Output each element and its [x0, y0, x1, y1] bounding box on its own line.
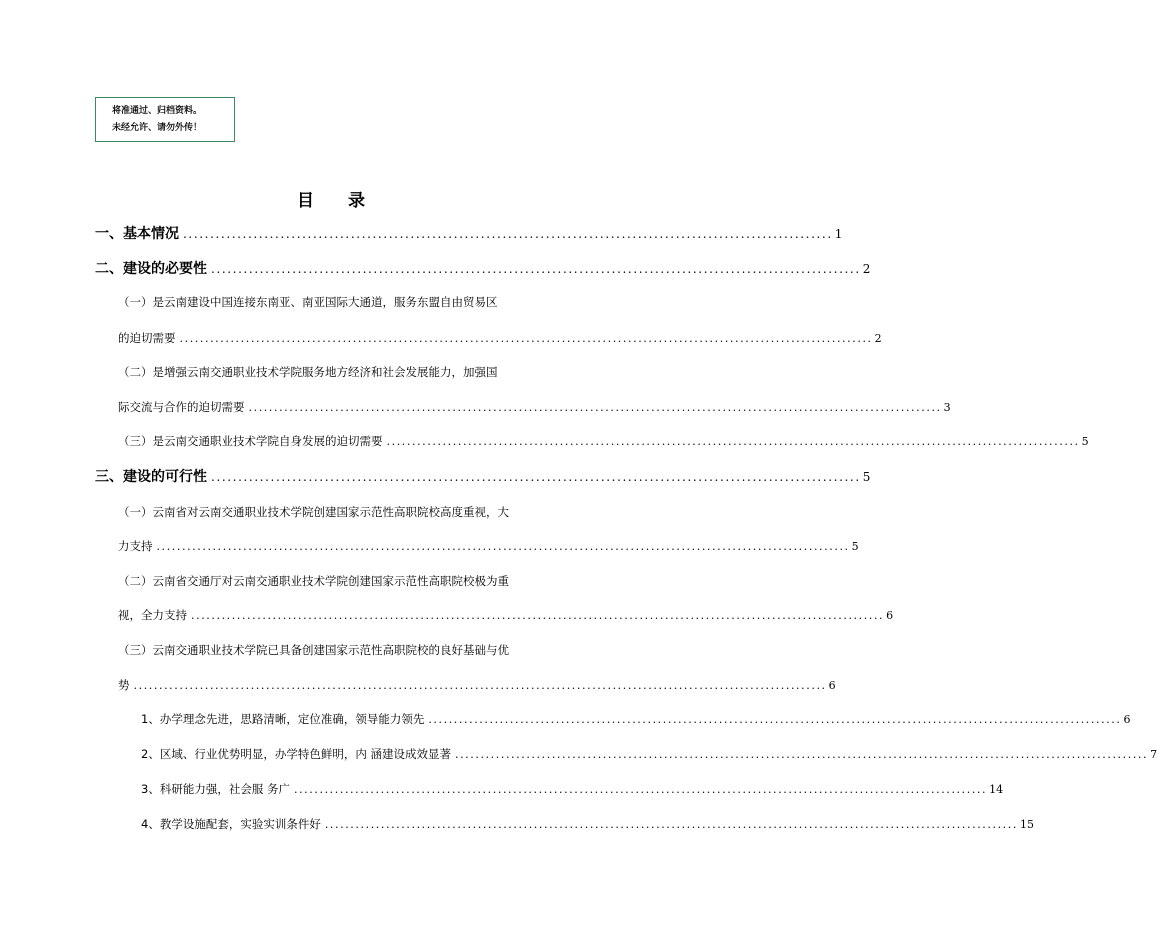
toc-page-number: 2: [874, 332, 882, 345]
toc-entry-text: 一、基本情况: [95, 226, 179, 242]
toc-entry[interactable]: [141, 709, 1131, 729]
toc-entry-text-line1[interactable]: （一）是云南建设中国连接东南亚、南亚国际大通道，服务东盟自由贸易区: [118, 295, 498, 309]
toc-entry-text: （三）是云南交通职业技术学院自身发展的迫切需要: [118, 434, 383, 448]
toc-entry-text-line1[interactable]: （二）云南省交通厅对云南交通职业技术学院创建国家示范性高职院校极为重: [118, 574, 509, 588]
toc-leader-dots: ........................................................................................................................: [211, 470, 861, 484]
toc-leader-dots: ........................................................................................................................................: [156, 540, 850, 553]
toc-page-number: 14: [989, 783, 1004, 796]
toc-page-number: 1: [834, 227, 843, 241]
toc-entry[interactable]: [95, 259, 871, 279]
toc-entry[interactable]: [118, 397, 951, 417]
toc-page-number: 6: [886, 609, 894, 622]
toc-page-number: 6: [828, 679, 836, 692]
toc-leader-dots: ........................................................................................................................................: [428, 713, 1122, 726]
toc-entry-text: 1、办学理念先进，思路清晰，定位准确，领导能力领先: [141, 712, 425, 726]
toc-entry-text-line1[interactable]: （二）是增强云南交通职业技术学院服务地方经济和社会发展能力，加强国: [118, 365, 498, 379]
toc-entry[interactable]: [118, 431, 1089, 451]
toc-page-number: 5: [851, 540, 859, 553]
toc-title: 目录: [297, 191, 399, 211]
toc-page-number: 6: [1123, 713, 1131, 726]
toc-entry-text-line2: 力支持: [118, 539, 153, 553]
toc-page-number: 3: [943, 401, 951, 414]
toc-entry-text: 二、建设的必要性: [95, 261, 207, 277]
toc-entry-text-line2: 视，全力支持: [118, 608, 187, 622]
toc-leader-dots: ........................................................................................................................................: [179, 332, 873, 345]
confidentiality-notice-box: [95, 97, 235, 142]
toc-entry[interactable]: [95, 467, 871, 487]
toc-leader-dots: ........................................................................................................................................: [293, 783, 988, 796]
toc-entry-text: 4、教学设施配套，实验实训条件好: [141, 817, 321, 831]
toc-page-number: 5: [862, 470, 871, 484]
toc-entry[interactable]: [141, 779, 1004, 799]
toc-entry[interactable]: [118, 605, 894, 625]
toc-entry-text: 2、区域、行业优势明显，办学特色鲜明，内 涵建设成效显著: [141, 747, 451, 761]
toc-entry-text: 三、建设的可行性: [95, 469, 207, 485]
toc-leader-dots: ........................................................................................................................................: [386, 435, 1080, 448]
toc-entry[interactable]: [141, 814, 1034, 834]
toc-entry-text-line2: 势: [118, 678, 130, 692]
toc-leader-dots: ........................................................................................................................................: [454, 748, 1149, 761]
toc-page-number: 5: [1081, 435, 1089, 448]
toc-leader-dots: ........................................................................................................................: [211, 262, 861, 276]
toc-entry-text-line2: 的迫切需要: [118, 331, 176, 345]
toc-entry[interactable]: [141, 744, 1157, 764]
toc-entry-text: 3、科研能力强，社会服 务广: [141, 782, 290, 796]
toc-leader-dots: ........................................................................................................................................: [133, 679, 827, 692]
toc-entry-text-line2: 际交流与合作的迫切需要: [118, 400, 245, 414]
notice-line-1: 将准通过、归档资料。: [112, 106, 203, 116]
notice-line-2: 未经允许、请勿外传！: [112, 123, 203, 133]
toc-leader-dots: ........................................................................................................................: [183, 227, 833, 241]
toc-leader-dots: ........................................................................................................................................: [324, 818, 1018, 831]
toc-entry[interactable]: [118, 536, 859, 556]
toc-page-number: 2: [862, 262, 871, 276]
toc-entry-text-line1[interactable]: （一）云南省对云南交通职业技术学院创建国家示范性高职院校高度重视，大: [118, 505, 509, 519]
toc-leader-dots: ........................................................................................................................................: [191, 609, 885, 622]
toc-entry-text-line1[interactable]: （三）云南交通职业技术学院已具备创建国家示范性高职院校的良好基础与优: [118, 643, 509, 657]
toc-entry[interactable]: [95, 224, 843, 244]
toc-entry[interactable]: [118, 328, 882, 348]
toc-leader-dots: ........................................................................................................................................: [248, 401, 942, 414]
toc-entry[interactable]: [118, 675, 836, 695]
toc-page-number: 15: [1019, 818, 1034, 831]
toc-page-number: 7: [1150, 748, 1157, 761]
